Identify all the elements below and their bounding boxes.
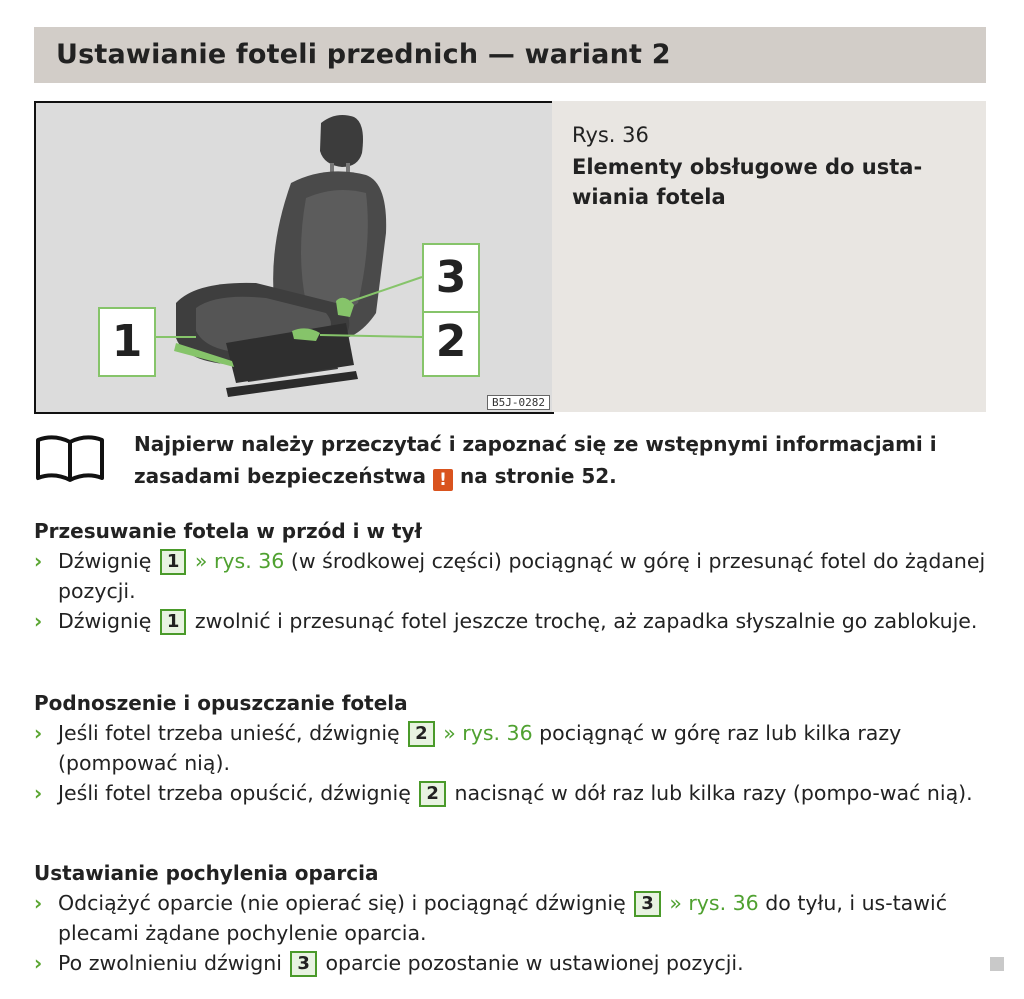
lever-ref: 2	[419, 781, 446, 807]
section-raise-lower-seat	[34, 688, 986, 808]
figure-link[interactable]: » rys. 36	[194, 549, 285, 573]
warning-icon: !	[433, 469, 453, 491]
section-heading: Ustawianie pochylenia oparcia	[34, 861, 379, 885]
item-text: zwolnić i przesunąć fotel jeszcze trochę, aż zapadka słyszalnie go zablokuje.	[194, 609, 978, 633]
item-text: nacisnąć w dół raz lub kilka razy (pompo-wać nią).	[454, 781, 973, 805]
item-text: Dźwignię	[58, 549, 152, 573]
bullet-chevron-icon: ›	[34, 721, 43, 745]
item-text: Po zwolnieniu dźwigni	[58, 951, 282, 975]
list-item	[34, 948, 986, 978]
figure-seat-illustration	[34, 101, 554, 414]
list-item	[34, 606, 986, 636]
figure-link[interactable]: » rys. 36	[443, 721, 533, 745]
item-text: Dźwignię	[58, 609, 152, 633]
bullet-chevron-icon: ›	[34, 781, 43, 805]
section-heading: Przesuwanie fotela w przód i w tył	[34, 519, 422, 543]
lever-ref: 1	[160, 609, 187, 635]
safety-notice	[34, 428, 986, 498]
item-text: do tyłu, i us-tawić plecami żądane pochylenie oparcia.	[58, 891, 947, 945]
item-text: (w środkowej części) pociągnąć w górę i przesunąć fotel do żądanej pozycji.	[58, 549, 986, 603]
item-text: Jeśli fotel trzeba unieść, dźwignię	[58, 721, 400, 745]
list-item	[34, 888, 986, 948]
item-text: pociągnąć w górę raz lub kilka razy (pompować nią).	[58, 721, 902, 775]
section-move-seat	[34, 516, 986, 636]
figure-code: B5J-0282	[487, 395, 550, 410]
lever-ref: 1	[160, 549, 187, 575]
figure-description: Elementy obsługowe do usta- wiania fotela	[572, 155, 923, 209]
item-text: oparcie pozostanie w ustawionej pozycji.	[325, 951, 744, 975]
book-icon	[34, 432, 106, 484]
list-item	[34, 718, 986, 778]
callout-2: 2	[422, 307, 480, 377]
notice-text	[134, 428, 994, 492]
callout-1: 1	[98, 307, 156, 377]
callout-3: 3	[422, 243, 480, 313]
lever-ref: 2	[408, 721, 435, 747]
bullet-chevron-icon: ›	[34, 549, 43, 573]
page-end-marker	[990, 957, 1004, 971]
page-title: Ustawianie foteli przednich — wariant 2	[56, 39, 671, 70]
section-backrest-tilt	[34, 858, 986, 978]
list-item	[34, 546, 986, 606]
item-text: Odciążyć oparcie (nie opierać się) i pociągnąć dźwignię	[58, 891, 626, 915]
bullet-chevron-icon: ›	[34, 951, 43, 975]
figure-link[interactable]: » rys. 36	[669, 891, 759, 915]
list-item	[34, 778, 986, 808]
notice-text-before: Najpierw należy przeczytać i zapoznać się ze wstępnymi informacjami i zasadami bezpieczeństwa	[134, 432, 937, 488]
bullet-chevron-icon: ›	[34, 891, 43, 915]
lever-ref: 3	[634, 891, 661, 917]
title-bar	[34, 27, 986, 83]
bullet-chevron-icon: ›	[34, 609, 43, 633]
item-text: Jeśli fotel trzeba opuścić, dźwignię	[58, 781, 411, 805]
figure-number: Rys. 36	[572, 123, 649, 147]
lever-ref: 3	[290, 951, 317, 977]
figure-caption	[552, 101, 986, 412]
section-heading: Podnoszenie i opuszczanie fotela	[34, 691, 408, 715]
notice-text-after[interactable]: na stronie 52.	[459, 464, 617, 488]
